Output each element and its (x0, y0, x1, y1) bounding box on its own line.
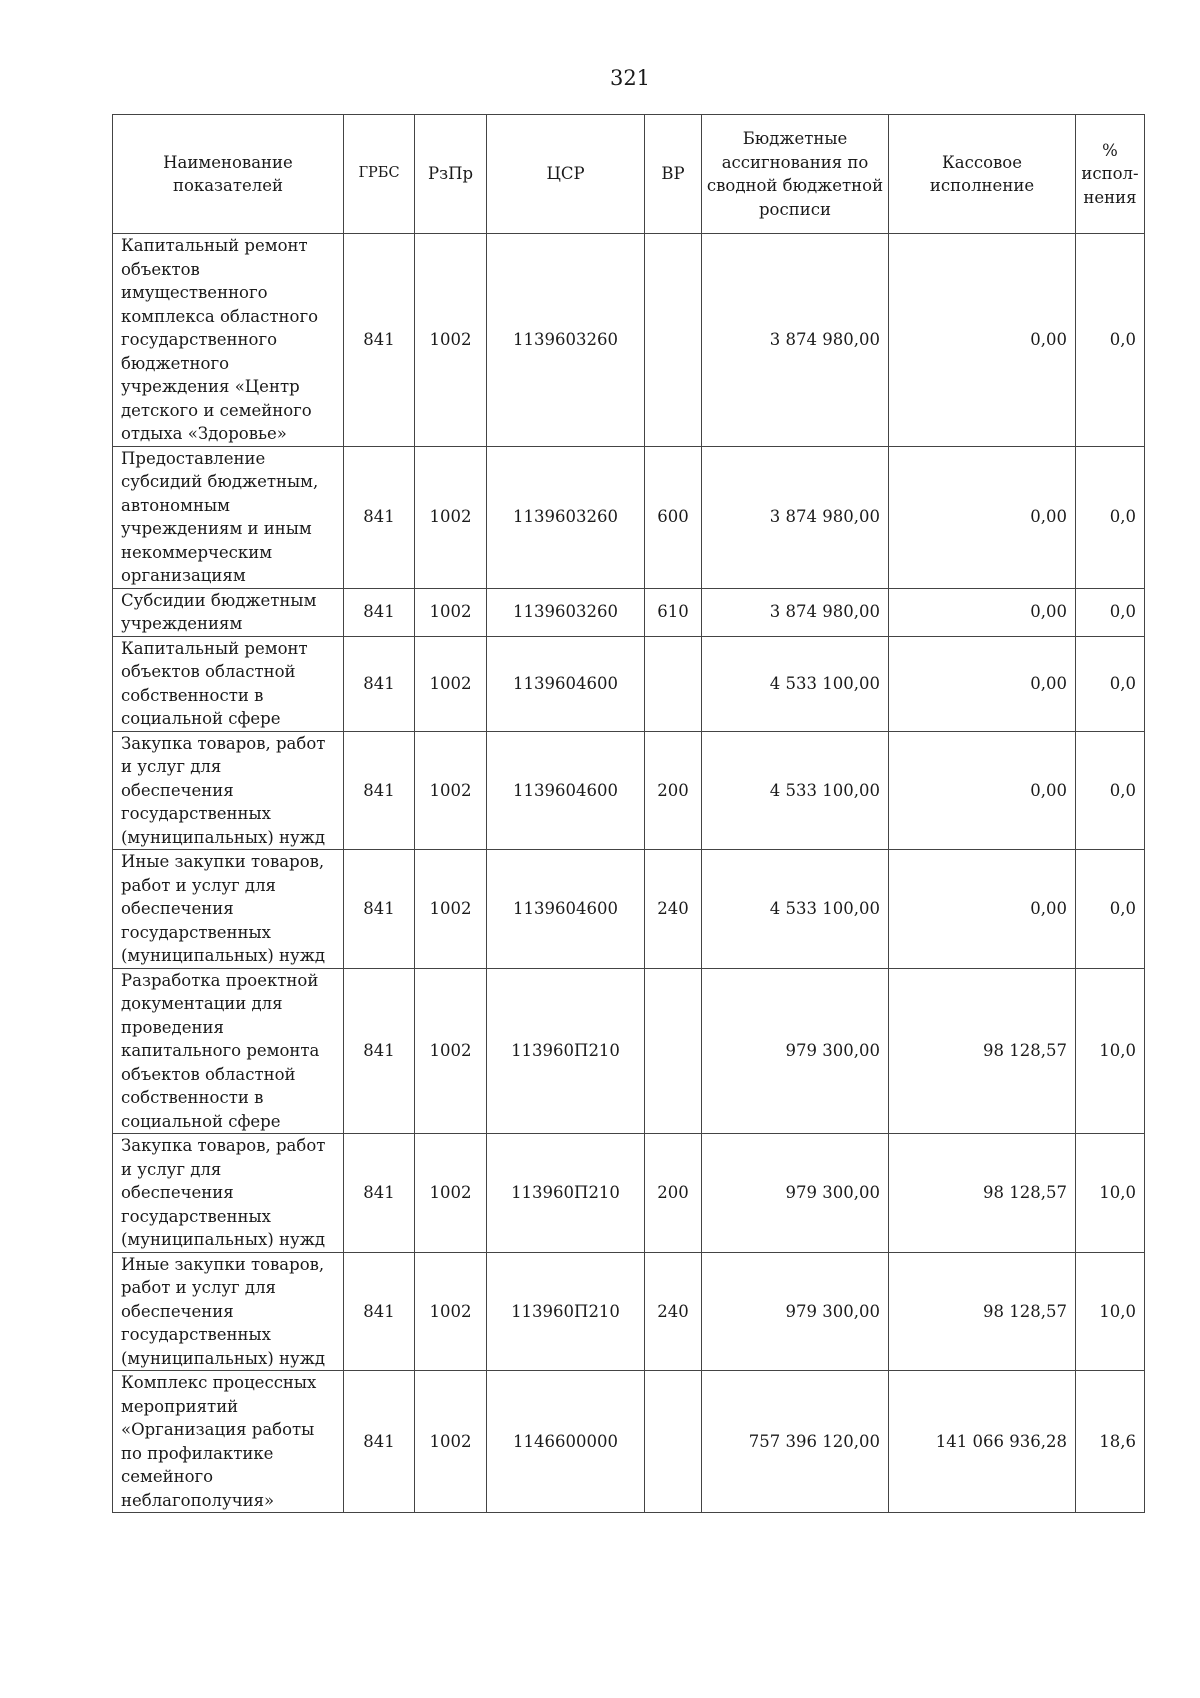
table-row (113, 968, 1145, 1134)
row-rzpr: 1002 (415, 850, 487, 969)
row-grbs: 841 (344, 234, 415, 447)
row-cash: 98 128,57 (889, 1134, 1076, 1253)
row-percent: 0,0 (1076, 850, 1145, 969)
row-grbs: 841 (344, 636, 415, 731)
row-csr: 1139604600 (487, 731, 645, 850)
row-vr (645, 968, 702, 1134)
row-grbs: 841 (344, 1134, 415, 1253)
header-percent: % испол- нения (1076, 115, 1145, 234)
page-number: 321 (609, 66, 651, 90)
row-rzpr: 1002 (415, 731, 487, 850)
row-vr (645, 636, 702, 731)
row-name: Предоставление субсидий бюджетным, автономным учреждениям и иным некоммерческим организациям (113, 446, 344, 588)
row-budget: 4 533 100,00 (702, 731, 889, 850)
row-rzpr: 1002 (415, 588, 487, 636)
row-name: Закупка товаров, работ и услуг для обеспечения государственных (муниципальных) нужд (113, 1134, 344, 1253)
row-percent: 0,0 (1076, 731, 1145, 850)
row-budget: 979 300,00 (702, 968, 889, 1134)
row-grbs: 841 (344, 446, 415, 588)
row-cash: 0,00 (889, 731, 1076, 850)
row-grbs: 841 (344, 1371, 415, 1513)
row-cash: 98 128,57 (889, 968, 1076, 1134)
row-rzpr: 1002 (415, 446, 487, 588)
row-csr: 1139604600 (487, 850, 645, 969)
row-budget: 757 396 120,00 (702, 1371, 889, 1513)
row-grbs: 841 (344, 968, 415, 1134)
row-rzpr: 1002 (415, 1134, 487, 1253)
row-cash: 0,00 (889, 850, 1076, 969)
row-cash: 0,00 (889, 636, 1076, 731)
row-csr: 1139603260 (487, 234, 645, 447)
row-grbs: 841 (344, 1252, 415, 1371)
row-rzpr: 1002 (415, 1252, 487, 1371)
row-vr: 600 (645, 446, 702, 588)
table-row (113, 234, 1145, 447)
row-cash: 0,00 (889, 234, 1076, 447)
row-rzpr: 1002 (415, 968, 487, 1134)
row-grbs: 841 (344, 850, 415, 969)
row-cash: 141 066 936,28 (889, 1371, 1076, 1513)
row-name: Субсидии бюджетным учреждениям (113, 588, 344, 636)
row-cash: 0,00 (889, 588, 1076, 636)
table-row (113, 1134, 1145, 1253)
row-rzpr: 1002 (415, 234, 487, 447)
row-cash: 98 128,57 (889, 1252, 1076, 1371)
row-csr: 1146600000 (487, 1371, 645, 1513)
row-rzpr: 1002 (415, 636, 487, 731)
table-row (113, 731, 1145, 850)
row-budget: 3 874 980,00 (702, 446, 889, 588)
row-csr: 113960П210 (487, 968, 645, 1134)
row-cash: 0,00 (889, 446, 1076, 588)
row-name: Капитальный ремонт объектов областной собственности в социальной сфере (113, 636, 344, 731)
row-name: Иные закупки товаров, работ и услуг для обеспечения государственных (муниципальных) нужд (113, 850, 344, 969)
header-budget: Бюджетные ассигнования по сводной бюджетной росписи (702, 115, 889, 234)
table-row (113, 446, 1145, 588)
row-vr: 200 (645, 731, 702, 850)
row-name: Иные закупки товаров, работ и услуг для обеспечения государственных (муниципальных) нужд (113, 1252, 344, 1371)
row-vr (645, 234, 702, 447)
row-percent: 0,0 (1076, 234, 1145, 447)
row-percent: 10,0 (1076, 968, 1145, 1134)
row-percent: 0,0 (1076, 636, 1145, 731)
row-vr (645, 1371, 702, 1513)
row-csr: 1139604600 (487, 636, 645, 731)
row-percent: 0,0 (1076, 446, 1145, 588)
header-name: Наименование показателей (113, 115, 344, 234)
row-percent: 18,6 (1076, 1371, 1145, 1513)
row-vr: 240 (645, 1252, 702, 1371)
header-vr: ВР (645, 115, 702, 234)
row-csr: 113960П210 (487, 1134, 645, 1253)
row-name: Разработка проектной документации для проведения капитального ремонта объектов областной собственности в социальной сфере (113, 968, 344, 1134)
header-rzpr: РзПр (415, 115, 487, 234)
row-budget: 4 533 100,00 (702, 636, 889, 731)
row-grbs: 841 (344, 731, 415, 850)
header-cash: Кассовое исполнение (889, 115, 1076, 234)
table-row (113, 1371, 1145, 1513)
row-vr: 610 (645, 588, 702, 636)
row-percent: 10,0 (1076, 1134, 1145, 1253)
row-budget: 979 300,00 (702, 1252, 889, 1371)
row-budget: 3 874 980,00 (702, 234, 889, 447)
row-grbs: 841 (344, 588, 415, 636)
row-name: Комплекс процессных мероприятий «Организация работы по профилактике семейного неблагополучия» (113, 1371, 344, 1513)
row-vr: 240 (645, 850, 702, 969)
table-row (113, 850, 1145, 969)
table-header-row (113, 115, 1145, 234)
row-budget: 979 300,00 (702, 1134, 889, 1253)
row-percent: 10,0 (1076, 1252, 1145, 1371)
header-grbs: ГРБС (344, 115, 415, 234)
row-percent: 0,0 (1076, 588, 1145, 636)
row-rzpr: 1002 (415, 1371, 487, 1513)
row-csr: 1139603260 (487, 446, 645, 588)
table-row (113, 636, 1145, 731)
row-name: Закупка товаров, работ и услуг для обеспечения государственных (муниципальных) нужд (113, 731, 344, 850)
row-name: Капитальный ремонт объектов имущественного комплекса областного государственного бюджетного учреждения «Центр детского и семейного отдыха «Здоровье» (113, 234, 344, 447)
row-budget: 4 533 100,00 (702, 850, 889, 969)
row-csr: 113960П210 (487, 1252, 645, 1371)
row-budget: 3 874 980,00 (702, 588, 889, 636)
row-csr: 1139603260 (487, 588, 645, 636)
budget-execution-table (112, 114, 1145, 1513)
table-row (113, 1252, 1145, 1371)
row-vr: 200 (645, 1134, 702, 1253)
table-row (113, 588, 1145, 636)
header-csr: ЦСР (487, 115, 645, 234)
